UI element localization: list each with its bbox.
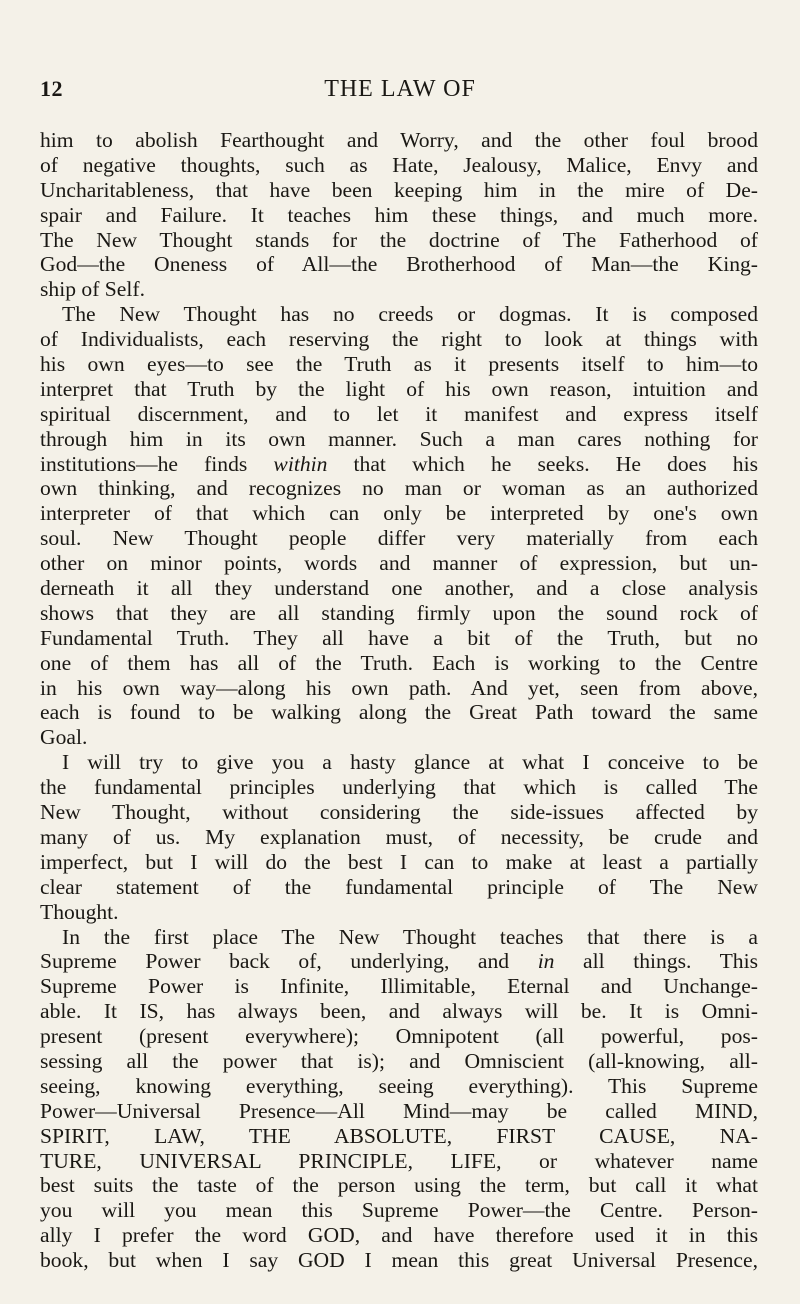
text-line: in his own way—along his own path. And yet, seen from above, bbox=[40, 675, 758, 700]
text-line: interpreter of that which can only be interpreted by one's own bbox=[40, 501, 758, 526]
text-line: sessing all the power that is); and Omniscient (all-knowing, all- bbox=[40, 1048, 758, 1073]
page-header bbox=[40, 76, 760, 116]
running-head: THE LAW OF bbox=[324, 76, 476, 102]
text-line: able. It IS, has always been, and always will be. It is Omni- bbox=[40, 999, 758, 1024]
text-line: Power—Universal Presence—All Mind—may be called MIND, bbox=[40, 1098, 758, 1123]
text-line: each is found to be walking along the Great Path toward the same bbox=[40, 700, 758, 725]
text-line: seeing, knowing everything, seeing everything). This Supreme bbox=[40, 1073, 758, 1098]
text-line: Goal. bbox=[40, 725, 88, 750]
text-line: many of us. My explanation must, of necessity, be crude and bbox=[40, 824, 758, 849]
page-number: 12 bbox=[40, 76, 63, 101]
text-line: his own eyes—to see the Truth as it presents itself to him—to bbox=[40, 352, 758, 377]
text-line: spiritual discernment, and to let it manifest and express itself bbox=[40, 401, 758, 426]
text-line: TURE, UNIVERSAL PRINCIPLE, LIFE, or whatever name bbox=[40, 1148, 758, 1173]
text-line: The New Thought has no creeds or dogmas. It is composed bbox=[62, 302, 758, 327]
text-line: book, but when I say GOD I mean this great Universal Presence, bbox=[40, 1248, 758, 1273]
text-line: of negative thoughts, such as Hate, Jealousy, Malice, Envy and bbox=[40, 152, 758, 177]
text-line: New Thought, without considering the side-issues affected by bbox=[40, 800, 758, 825]
text-line: Thought. bbox=[40, 899, 119, 924]
text-line: imperfect, but I will do the best I can to make at least a partially bbox=[40, 849, 758, 874]
text-line: Supreme Power is Infinite, Illimitable, Eternal and Unchange- bbox=[40, 974, 758, 999]
text-line: best suits the taste of the person using the term, but call it what bbox=[40, 1173, 758, 1198]
text-line: Fundamental Truth. They all have a bit of the Truth, but no bbox=[40, 625, 758, 650]
text-line: I will try to give you a hasty glance at what I conceive to be bbox=[62, 750, 758, 775]
text-line: God—the Oneness of All—the Brotherhood of Man—the King- bbox=[40, 252, 758, 277]
text-line: Supreme Power back of, underlying, and in all things. This bbox=[40, 949, 758, 974]
text-line: spair and Failure. It teaches him these things, and much more. bbox=[40, 202, 758, 227]
text-line: him to abolish Fearthought and Worry, and the other foul brood bbox=[40, 128, 758, 152]
text-line: soul. New Thought people differ very materially from each bbox=[40, 526, 758, 551]
text-line: other on minor points, words and manner of expression, but un- bbox=[40, 551, 758, 576]
text-line: shows that they are all standing firmly upon the sound rock of bbox=[40, 600, 758, 625]
text-line: ally I prefer the word GOD, and have therefore used it in this bbox=[40, 1223, 758, 1248]
text-line: institutions—he finds within that which he seeks. He does his bbox=[40, 451, 758, 476]
text-line: of Individualists, each reserving the right to look at things with bbox=[40, 327, 758, 352]
text-line: The New Thought stands for the doctrine of The Fatherhood of bbox=[40, 227, 758, 252]
text-line: the fundamental principles underlying that which is called The bbox=[40, 775, 758, 800]
text-line: one of them has all of the Truth. Each is working to the Centre bbox=[40, 650, 758, 675]
text-line: SPIRIT, LAW, THE ABSOLUTE, FIRST CAUSE, NA- bbox=[40, 1123, 758, 1148]
text-line: own thinking, and recognizes no man or woman as an authorized bbox=[40, 476, 758, 501]
text-line: derneath it all they understand one another, and a close analysis bbox=[40, 576, 758, 601]
text-line: through him in its own manner. Such a man cares nothing for bbox=[40, 426, 758, 451]
body-text bbox=[40, 128, 758, 1273]
text-line: you will you mean this Supreme Power—the Centre. Person- bbox=[40, 1198, 758, 1223]
text-line: Uncharitableness, that have been keeping him in the mire of De- bbox=[40, 177, 758, 202]
text-line: clear statement of the fundamental principle of The New bbox=[40, 874, 758, 899]
text-line: interpret that Truth by the light of his own reason, intuition and bbox=[40, 376, 758, 401]
text-line: present (present everywhere); Omnipotent (all powerful, pos- bbox=[40, 1024, 758, 1049]
text-line: In the first place The New Thought teaches that there is a bbox=[62, 924, 758, 949]
text-line: ship of Self. bbox=[40, 277, 145, 302]
